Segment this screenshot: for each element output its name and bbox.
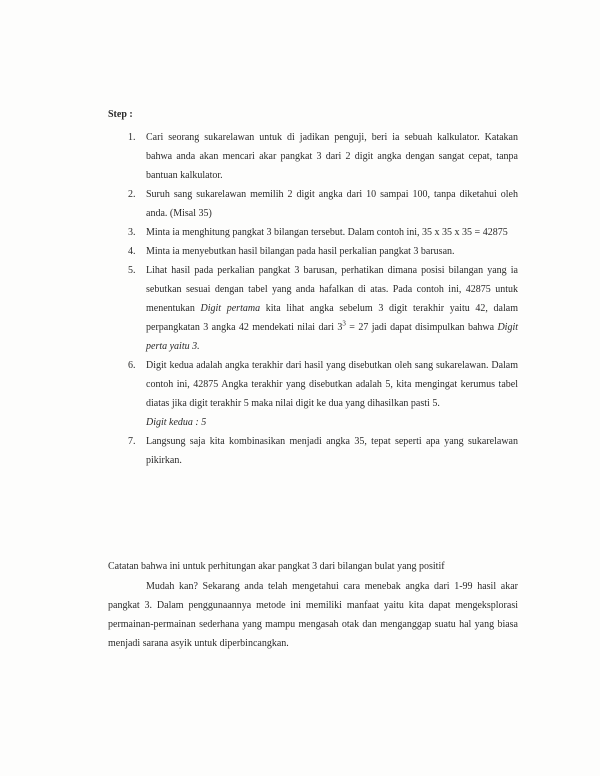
- step-text: Minta ia menghitung pangkat 3 bilangan tersebut. Dalam contoh ini, 35 x 35 x 35 = 42875: [146, 227, 508, 238]
- step-text: Digit kedua adalah angka terakhir dari hasil yang disebutkan oleh sang sukarelawan. Dalam contoh ini, 42875 Angka terakhir yang disebutkan adalah 5, kita mengingat kerumus tabel diatas jika digit terakhir 5 maka nilai digit ke dua yang dihasilkan pasti 5.: [146, 360, 518, 409]
- step-text: Minta ia menyebutkan hasil bilangan pada hasil perkalian pangkat 3 barusan.: [146, 246, 455, 257]
- list-item: [108, 128, 518, 185]
- exponent: 3: [342, 319, 346, 328]
- list-item: [108, 261, 518, 356]
- list-item: [108, 432, 518, 470]
- step-number: 3.: [128, 227, 136, 238]
- step-number: 5.: [128, 265, 136, 276]
- step-number: 4.: [128, 246, 136, 257]
- list-item: [108, 223, 518, 242]
- step-number: 2.: [128, 189, 136, 200]
- step-italic-term: Digit pertama: [200, 303, 261, 314]
- step-text: Langsung saja kita kombinasikan menjadi angka 35, tepat seperti apa yang sukarelawan pikirkan.: [146, 436, 518, 466]
- step-text-part: Lihat hasil pada perkalian pangkat 3 barusan, perhatikan dimana posisi bilangan yang ia sebutkan sesuai dengan tabel yang anda hafalkan di atas. Pada contoh ini, 42875 untuk menentukan: [146, 265, 518, 314]
- step-number: 6.: [128, 360, 136, 371]
- closing-paragraph: Mudah kan? Sekarang anda telah mengetahui cara menebak angka dari 1-99 hasil akar pangkat 3. Dalam penggunaannya metode ini memiliki manfaat yaitu kita dapat mengeksplorasi permainan-permainan sederhana yang mampu mengasah otak dan menganggap suatu hal yang biasa menjadi sarana asyik untuk diperbincangkan.: [108, 581, 518, 649]
- step-text: Suruh sang sukarelawan memilih 2 digit angka dari 10 sampai 100, tanpa diketahui oleh anda. (Misal 35): [146, 189, 518, 219]
- note-line: Catatan bahwa ini untuk perhitungan akar pangkat 3 dari bilangan bulat yang positif: [108, 561, 445, 572]
- step-number: 1.: [128, 132, 136, 143]
- list-item: [108, 242, 518, 261]
- step-text-part: = 27 jadi dapat disimpulkan bahwa: [345, 322, 498, 333]
- steps-heading: Step :: [108, 109, 133, 120]
- list-item: [108, 185, 518, 223]
- list-item: [108, 356, 518, 432]
- step-text: Cari seorang sukarelawan untuk di jadikan penguji, beri ia sebuah kalkulator. Katakan bahwa anda akan mencari akar pangkat 3 dari 2 digit angka dengan sangat cepat, tanpa bantuan kalkulator.: [146, 132, 518, 181]
- steps-list: [108, 128, 518, 470]
- step-italic-term: Digit perta yaitu 3.: [146, 322, 518, 352]
- step-number: 7.: [128, 436, 136, 447]
- step-sub-note: Digit kedua : 5: [146, 417, 207, 428]
- step-text-part: kita lihat angka sebelum 3 digit terakhir yaitu 42, dalam perpangkatan 3 angka 42 mendekati nilai dari 3: [146, 303, 518, 333]
